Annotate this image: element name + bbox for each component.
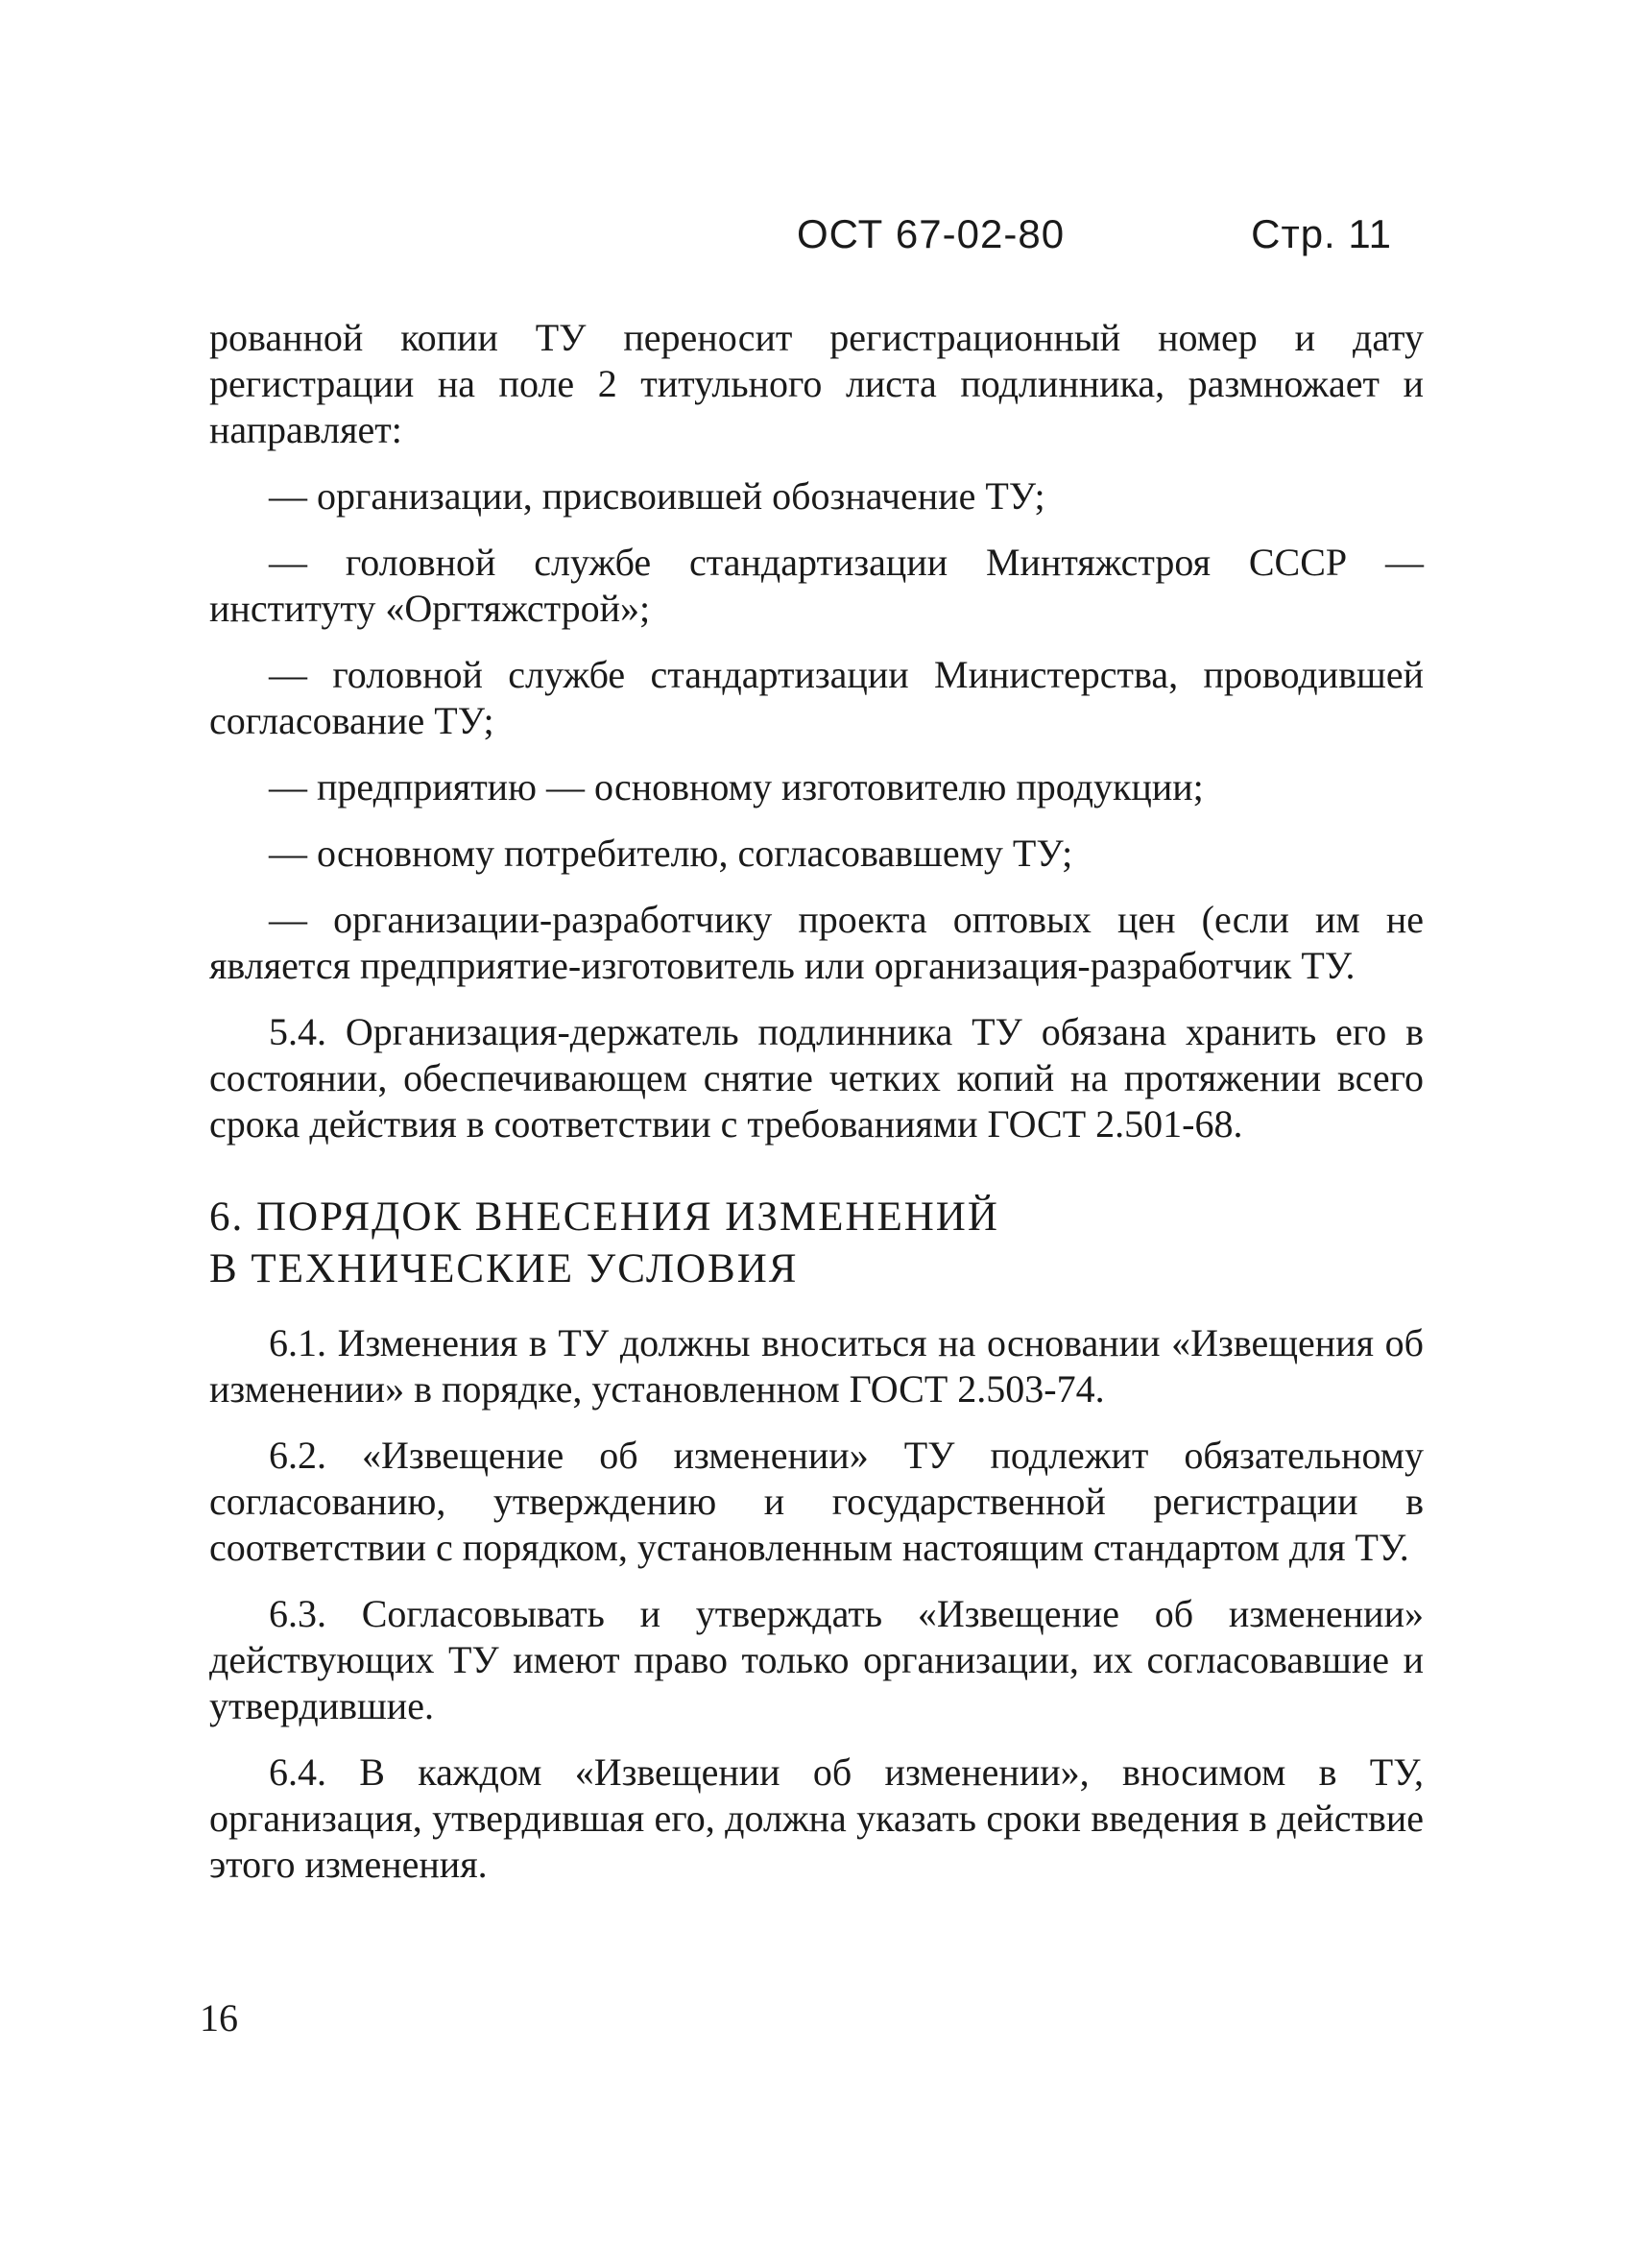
section-6-title — [209, 1192, 1424, 1295]
list-item: — основному потребителю, согласовавшему ТУ; — [269, 832, 1073, 875]
section-title-line: В ТЕХНИЧЕСКИЕ УСЛОВИЯ — [209, 1246, 799, 1291]
list-item: — головной службе стандартизации Минтяжстроя СССР — институту «Оргтяжстрой»; — [209, 541, 1424, 630]
paragraph-5-4: 5.4. Организация-держатель подлинника ТУ обязана хранить его в состоянии, обеспечивающем снятие четких копий на протяжении всего срока действия в соответствии с требованиями ГОСТ 2.501-68. — [209, 1010, 1424, 1146]
list-item: — предприятию — основному изготовителю продукции; — [269, 765, 1204, 808]
body-text — [209, 315, 1424, 1908]
page-reference: Стр. 11 — [1251, 211, 1392, 256]
paragraph-6-3: 6.3. Согласовывать и утверждать «Извещение об изменении» действующих ТУ имеют право только организации, их согласовавшие и утвердившие. — [209, 1592, 1424, 1727]
paragraph-6-2: 6.2. «Извещение об изменении» ТУ подлежит обязательному согласованию, утверждению и государственной регистрации в соответствии с порядком, установленным настоящим стандартом для ТУ. — [209, 1434, 1424, 1569]
list-item: — организации, присвоившей обозначение ТУ; — [269, 474, 1045, 518]
document-code: ОСТ 67-02-80 — [797, 211, 1066, 256]
list-item: — головной службе стандартизации Министерства, проводившей согласование ТУ; — [209, 653, 1424, 742]
paragraph-6-4: 6.4. В каждом «Извещении об изменении», вносимом в ТУ, организация, утвердившая его, должна указать сроки введения в действие этого изменения. — [209, 1750, 1424, 1886]
list-item: — организации-разработчику проекта оптовых цен (если им не является предприятие-изготовитель или организация-разработчик ТУ. — [209, 898, 1424, 987]
page-number: 16 — [200, 1996, 238, 2039]
continued-paragraph: рованной копии ТУ переносит регистрационный номер и дату регистрации на поле 2 титульного листа подлинника, размножает и направляет: — [209, 316, 1424, 451]
paragraph-6-1: 6.1. Изменения в ТУ должны вноситься на основании «Извещения об изменении» в порядке, установленном ГОСТ 2.503-74. — [209, 1321, 1424, 1411]
page-header — [797, 211, 1392, 269]
section-title-line: 6. ПОРЯДОК ВНЕСЕНИЯ ИЗМЕНЕНИЙ — [209, 1194, 999, 1240]
